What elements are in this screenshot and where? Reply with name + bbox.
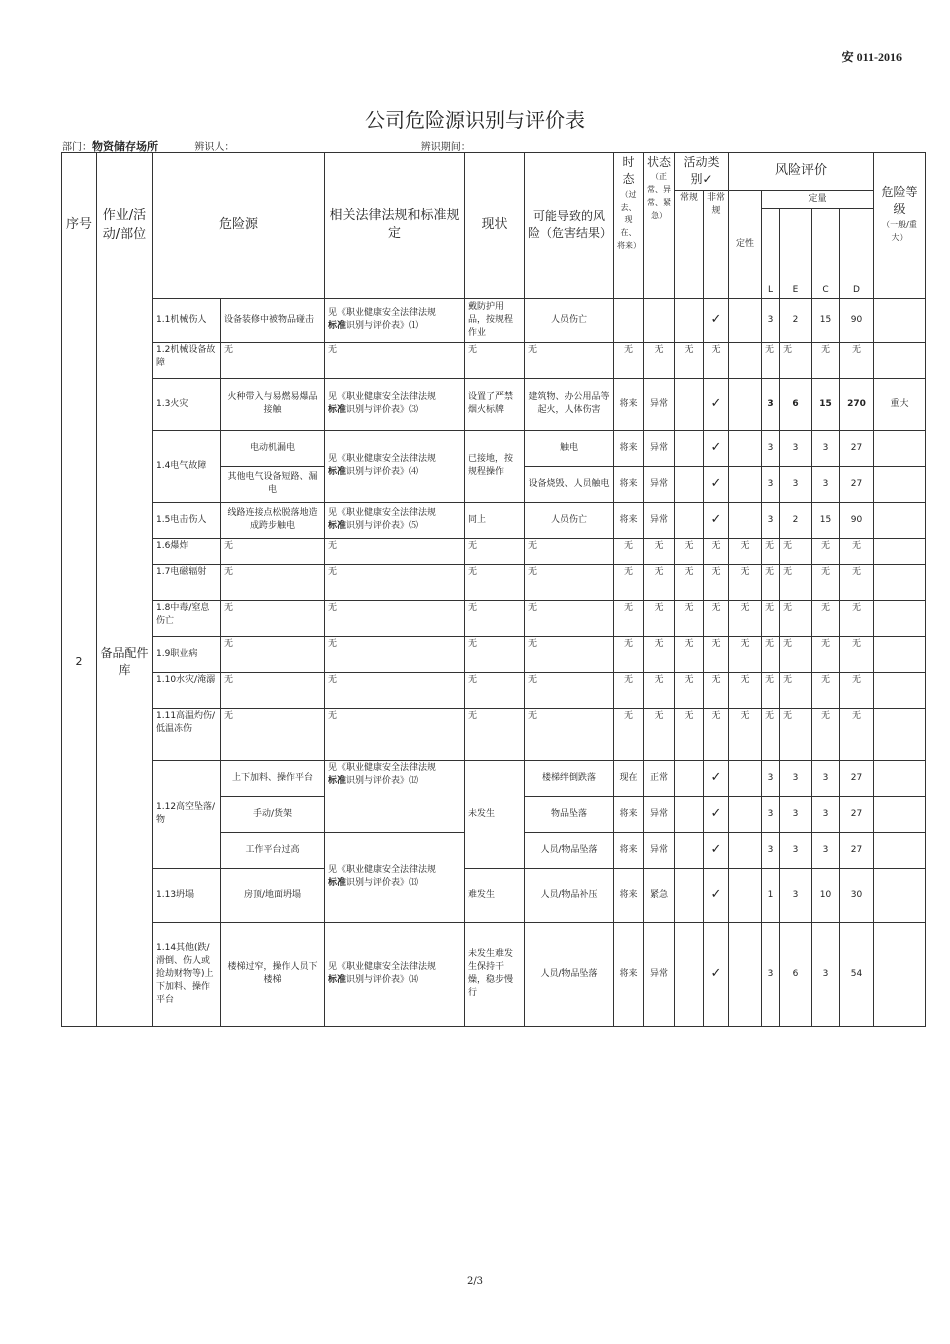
none-cell: 无 — [675, 636, 704, 672]
check-icon: ✓ — [704, 922, 729, 1026]
tense-1-12c: 将来 — [614, 832, 644, 868]
none-cell: 无 — [221, 636, 325, 672]
law-1-13: 见《职业健康安全法律法规 标准识别与评价表》⒀ — [325, 832, 465, 922]
group-activity: 备品配件库 — [97, 298, 153, 1026]
risk-1-1: 人员伤亡 — [525, 298, 614, 342]
none-cell: 无 — [704, 342, 729, 378]
row-1-9 — [62, 636, 926, 672]
none-cell: 无 — [729, 708, 762, 760]
hazard-1-13: 房顶/地面坍塌 — [221, 868, 325, 922]
check-icon: ✓ — [704, 502, 729, 538]
header-seq: 序号 — [62, 153, 97, 299]
header-quantitative: 定量 — [762, 190, 874, 208]
check-icon: ✓ — [704, 832, 729, 868]
header-D: D — [840, 208, 874, 298]
none-cell: 无 — [729, 538, 762, 564]
E-1-13: 3 — [780, 868, 812, 922]
E-1-3: 6 — [780, 378, 812, 430]
group-seq: 2 — [62, 298, 97, 1026]
none-cell: 无 — [644, 342, 675, 378]
header-C: C — [812, 208, 840, 298]
none-cell: 无 — [325, 672, 465, 708]
D-1-4a: 27 — [840, 430, 874, 466]
header-law: 相关法律法规和标准规定 — [325, 153, 465, 299]
none-cell: 无 — [812, 342, 840, 378]
none-cell: 无 — [614, 342, 644, 378]
none-cell: 无 — [465, 538, 525, 564]
none-cell: 无 — [840, 636, 874, 672]
C-1-4b: 3 — [812, 466, 840, 502]
state-1-14: 异常 — [644, 922, 675, 1026]
risk-1-3: 建筑物、办公用品等起火，人体伤害 — [525, 378, 614, 430]
header-tense: 时态 （过去、现在、将来） — [614, 153, 644, 299]
item-1-10: 1.10水灾/淹溺 — [153, 672, 221, 708]
risk-1-12a: 楼梯绊倒跌落 — [525, 760, 614, 796]
C-1-5: 15 — [812, 502, 840, 538]
item-1-9: 1.9职业病 — [153, 636, 221, 672]
C-1-13: 10 — [812, 868, 840, 922]
law-1-1: 见《职业健康安全法律法规 标准识别与评价表》⑴ — [325, 298, 465, 342]
hazard-1-12a: 上下加料、操作平台 — [221, 760, 325, 796]
D-1-14: 54 — [840, 922, 874, 1026]
L-1-14: 3 — [762, 922, 780, 1026]
item-1-1: 1.1机械伤人 — [153, 298, 221, 342]
none-cell: 无 — [704, 708, 729, 760]
L-1-12b: 3 — [762, 796, 780, 832]
risk-1-12c: 人员/物品坠落 — [525, 832, 614, 868]
L-1-3: 3 — [762, 378, 780, 430]
item-1-11: 1.11高温灼伤/低温冻伤 — [153, 708, 221, 760]
state-1-4a: 异常 — [644, 430, 675, 466]
none-cell: 无 — [675, 564, 704, 600]
none-cell: 无 — [704, 538, 729, 564]
law-1-3: 见《职业健康安全法律法规 标准识别与评价表》⑶ — [325, 378, 465, 430]
hazard-1-3: 火种带入与易燃易爆品接触 — [221, 378, 325, 430]
law-1-12: 见《职业健康安全法律法规 标准识别与评价表》⑿ — [325, 760, 465, 832]
none-cell: 无 — [644, 564, 675, 600]
item-1-4: 1.4电气故障 — [153, 430, 221, 502]
none-cell: 无 — [840, 600, 874, 636]
status-1-12: 未发生 — [465, 760, 525, 868]
none-cell: 无 — [525, 538, 614, 564]
none-cell: 无 — [614, 538, 644, 564]
hazard-table — [61, 152, 926, 1027]
none-cell: 无 — [614, 600, 644, 636]
none-cell: 无 — [221, 708, 325, 760]
risk-1-4a: 触电 — [525, 430, 614, 466]
none-cell: 无 — [812, 708, 840, 760]
item-1-12: 1.12高空坠落/物 — [153, 760, 221, 868]
header-nonroutine: 非常规 — [704, 190, 729, 298]
header-risk: 可能导致的风险（危害结果） — [525, 153, 614, 299]
E-1-14: 6 — [780, 922, 812, 1026]
none-cell: 无 — [614, 708, 644, 760]
D-1-1: 90 — [840, 298, 874, 342]
none-cell: 无 — [675, 342, 704, 378]
none-cell: 无 — [704, 564, 729, 600]
none-cell: 无 — [675, 708, 704, 760]
page-number: 2/3 — [466, 1276, 484, 1287]
row-1-8 — [62, 600, 926, 636]
none-cell: 无 — [525, 564, 614, 600]
L-1-1: 3 — [762, 298, 780, 342]
none-cell: 无 — [729, 564, 762, 600]
item-1-6: 1.6爆炸 — [153, 538, 221, 564]
none-cell: 无 — [762, 636, 780, 672]
none-cell: 无 — [465, 672, 525, 708]
state-1-3: 异常 — [644, 378, 675, 430]
none-cell: 无 — [762, 538, 780, 564]
none-cell: 无 — [525, 708, 614, 760]
none-cell: 无 — [465, 636, 525, 672]
state-1-4b: 异常 — [644, 466, 675, 502]
header-routine: 常规 — [675, 190, 704, 298]
tense-1-5: 将来 — [614, 502, 644, 538]
none-cell: 无 — [675, 672, 704, 708]
none-cell: 无 — [812, 672, 840, 708]
none-cell: 无 — [644, 636, 675, 672]
L-1-13: 1 — [762, 868, 780, 922]
dept-label: 部门： — [62, 142, 92, 153]
tense-1-12a: 现在 — [614, 760, 644, 796]
hazard-1-5: 线路连接点松脱落地造成跨步触电 — [221, 502, 325, 538]
tense-1-12b: 将来 — [614, 796, 644, 832]
none-cell: 无 — [780, 564, 812, 600]
none-cell: 无 — [614, 672, 644, 708]
E-1-12c: 3 — [780, 832, 812, 868]
none-cell: 无 — [840, 672, 874, 708]
L-1-12c: 3 — [762, 832, 780, 868]
header-risk-eval: 风险评价 — [729, 153, 874, 191]
header-state: 状态 （正常、异常、紧急） — [644, 153, 675, 299]
L-1-12a: 3 — [762, 760, 780, 796]
header-activity: 作业/活动/部位 — [97, 153, 153, 299]
E-1-1: 2 — [780, 298, 812, 342]
risk-1-14: 人员/物品坠落 — [525, 922, 614, 1026]
none-cell: 无 — [812, 538, 840, 564]
header-qualitative: 定性 — [729, 190, 762, 298]
status-1-5: 同上 — [465, 502, 525, 538]
C-1-3: 15 — [812, 378, 840, 430]
none-cell: 无 — [221, 564, 325, 600]
none-cell: 无 — [840, 708, 874, 760]
none-cell: 无 — [780, 538, 812, 564]
none-cell: 无 — [729, 600, 762, 636]
none-cell: 无 — [221, 600, 325, 636]
none-cell: 无 — [325, 342, 465, 378]
level-1-3: 重大 — [874, 378, 926, 430]
risk-1-12b: 物品坠落 — [525, 796, 614, 832]
none-cell: 无 — [780, 600, 812, 636]
none-cell: 无 — [325, 636, 465, 672]
status-1-14: 未发生难发生保持干燥，稳步慢行 — [465, 922, 525, 1026]
D-1-3: 270 — [840, 378, 874, 430]
L-1-5: 3 — [762, 502, 780, 538]
hazard-1-14: 楼梯过窄，操作人员下楼梯 — [221, 922, 325, 1026]
none-cell: 无 — [644, 538, 675, 564]
item-1-13: 1.13坍塌 — [153, 868, 221, 922]
status-1-3: 设置了严禁烟火标牌 — [465, 378, 525, 430]
C-1-12c: 3 — [812, 832, 840, 868]
state-1-12b: 异常 — [644, 796, 675, 832]
check-icon: ✓ — [704, 796, 729, 832]
header-E: E — [780, 208, 812, 298]
header-hazard: 危险源 — [153, 153, 325, 299]
none-cell: 无 — [465, 342, 525, 378]
E-1-5: 2 — [780, 502, 812, 538]
none-cell: 无 — [221, 672, 325, 708]
none-cell: 无 — [325, 708, 465, 760]
none-cell: 无 — [840, 564, 874, 600]
period-label: 辨识期间： — [420, 142, 471, 153]
none-cell: 无 — [762, 708, 780, 760]
risk-1-4b: 设备烧毁、人员触电 — [525, 466, 614, 502]
none-cell: 无 — [465, 600, 525, 636]
check-icon: ✓ — [704, 466, 729, 502]
tense-1-4a: 将来 — [614, 430, 644, 466]
risk-1-5: 人员伤亡 — [525, 502, 614, 538]
check-icon: ✓ — [704, 868, 729, 922]
row-1-11 — [62, 708, 926, 760]
hazard-1-4a: 电动机漏电 — [221, 430, 325, 466]
law-1-14: 见《职业健康安全法律法规 标准识别与评价表》⒁ — [325, 922, 465, 1026]
L-1-4a: 3 — [762, 430, 780, 466]
none-cell: 无 — [812, 564, 840, 600]
none-cell: 无 — [465, 708, 525, 760]
none-cell: 无 — [221, 538, 325, 564]
D-1-12b: 27 — [840, 796, 874, 832]
D-1-5: 90 — [840, 502, 874, 538]
D-1-13: 30 — [840, 868, 874, 922]
hazard-1-1: 设备装修中被物品碰击 — [221, 298, 325, 342]
C-1-1: 15 — [812, 298, 840, 342]
state-1-12c: 异常 — [644, 832, 675, 868]
header-activity-type: 活动类别✓ — [675, 153, 729, 191]
none-cell: 无 — [644, 708, 675, 760]
check-icon: ✓ — [704, 378, 729, 430]
D-1-12c: 27 — [840, 832, 874, 868]
dept-value: 物资储存场所 — [92, 140, 158, 153]
none-cell: 无 — [525, 342, 614, 378]
none-cell: 无 — [325, 538, 465, 564]
L-1-4b: 3 — [762, 466, 780, 502]
none-cell: 无 — [614, 564, 644, 600]
check-icon: ✓ — [704, 430, 729, 466]
page-title: 公司危险源识别与评价表 — [365, 108, 585, 132]
none-cell: 无 — [729, 636, 762, 672]
hazard-1-12b: 手动/货架 — [221, 796, 325, 832]
none-cell: 无 — [325, 564, 465, 600]
law-1-5: 见《职业健康安全法律法规 标准识别与评价表》⑸ — [325, 502, 465, 538]
E-1-12b: 3 — [780, 796, 812, 832]
status-1-13: 难发生 — [465, 868, 525, 922]
hazard-1-4b: 其他电气设备短路、漏电 — [221, 466, 325, 502]
row-1-7 — [62, 564, 926, 600]
none-cell: 无 — [525, 636, 614, 672]
none-cell: 无 — [644, 600, 675, 636]
none-cell: 无 — [780, 708, 812, 760]
none-cell: 无 — [644, 672, 675, 708]
C-1-4a: 3 — [812, 430, 840, 466]
tense-1-13: 将来 — [614, 868, 644, 922]
none-cell: 无 — [780, 342, 812, 378]
state-1-13: 紧急 — [644, 868, 675, 922]
none-cell: 无 — [762, 564, 780, 600]
risk-1-13: 人员/物品补压 — [525, 868, 614, 922]
none-cell: 无 — [704, 636, 729, 672]
check-icon: ✓ — [704, 298, 729, 342]
identifier-label: 辨识人： — [194, 142, 235, 153]
D-1-12a: 27 — [840, 760, 874, 796]
row-1-6 — [62, 538, 926, 564]
none-cell: 无 — [525, 672, 614, 708]
status-1-1: 戴防护用品，按规程作业 — [465, 298, 525, 342]
state-1-12a: 正常 — [644, 760, 675, 796]
item-1-8: 1.8中毒/窒息伤亡 — [153, 600, 221, 636]
E-1-12a: 3 — [780, 760, 812, 796]
item-1-7: 1.7电磁辐射 — [153, 564, 221, 600]
none-cell: 无 — [704, 672, 729, 708]
none-cell: 无 — [780, 636, 812, 672]
E-1-4b: 3 — [780, 466, 812, 502]
tense-1-3: 将来 — [614, 378, 644, 430]
row-1-10 — [62, 672, 926, 708]
none-cell: 无 — [614, 636, 644, 672]
header-L: L — [762, 208, 780, 298]
none-cell: 无 — [762, 600, 780, 636]
none-cell: 无 — [704, 600, 729, 636]
status-1-4: 已接地，按规程操作 — [465, 430, 525, 502]
none-cell: 无 — [221, 342, 325, 378]
none-cell: 无 — [325, 600, 465, 636]
item-1-5: 1.5电击伤人 — [153, 502, 221, 538]
none-cell: 无 — [675, 600, 704, 636]
header-level: 危险等级 （一般/重大） — [874, 153, 926, 299]
none-cell: 无 — [762, 672, 780, 708]
D-1-4b: 27 — [840, 466, 874, 502]
E-1-4a: 3 — [780, 430, 812, 466]
item-1-14: 1.14其他(跌/滑倒、伤人或抢劫财物等)上下加料、操作平台 — [153, 922, 221, 1026]
check-icon: ✓ — [704, 760, 729, 796]
item-1-3: 1.3火灾 — [153, 378, 221, 430]
tense-1-4b: 将来 — [614, 466, 644, 502]
none-cell: 无 — [729, 672, 762, 708]
C-1-14: 3 — [812, 922, 840, 1026]
tense-1-14: 将来 — [614, 922, 644, 1026]
hazard-1-12c: 工作平台过高 — [221, 832, 325, 868]
none-cell: 无 — [840, 538, 874, 564]
none-cell: 无 — [840, 342, 874, 378]
document-number: 安 011-2016 — [841, 50, 902, 64]
none-cell: 无 — [762, 342, 780, 378]
none-cell: 无 — [812, 636, 840, 672]
C-1-12a: 3 — [812, 760, 840, 796]
none-cell: 无 — [465, 564, 525, 600]
none-cell: 无 — [525, 600, 614, 636]
C-1-12b: 3 — [812, 796, 840, 832]
header-status: 现状 — [465, 153, 525, 299]
none-cell: 无 — [780, 672, 812, 708]
law-1-4: 见《职业健康安全法律法规 标准识别与评价表》⑷ — [325, 430, 465, 502]
none-cell: 无 — [675, 538, 704, 564]
item-1-2: 1.2机械设备故障 — [153, 342, 221, 378]
state-1-5: 异常 — [644, 502, 675, 538]
none-cell: 无 — [812, 600, 840, 636]
